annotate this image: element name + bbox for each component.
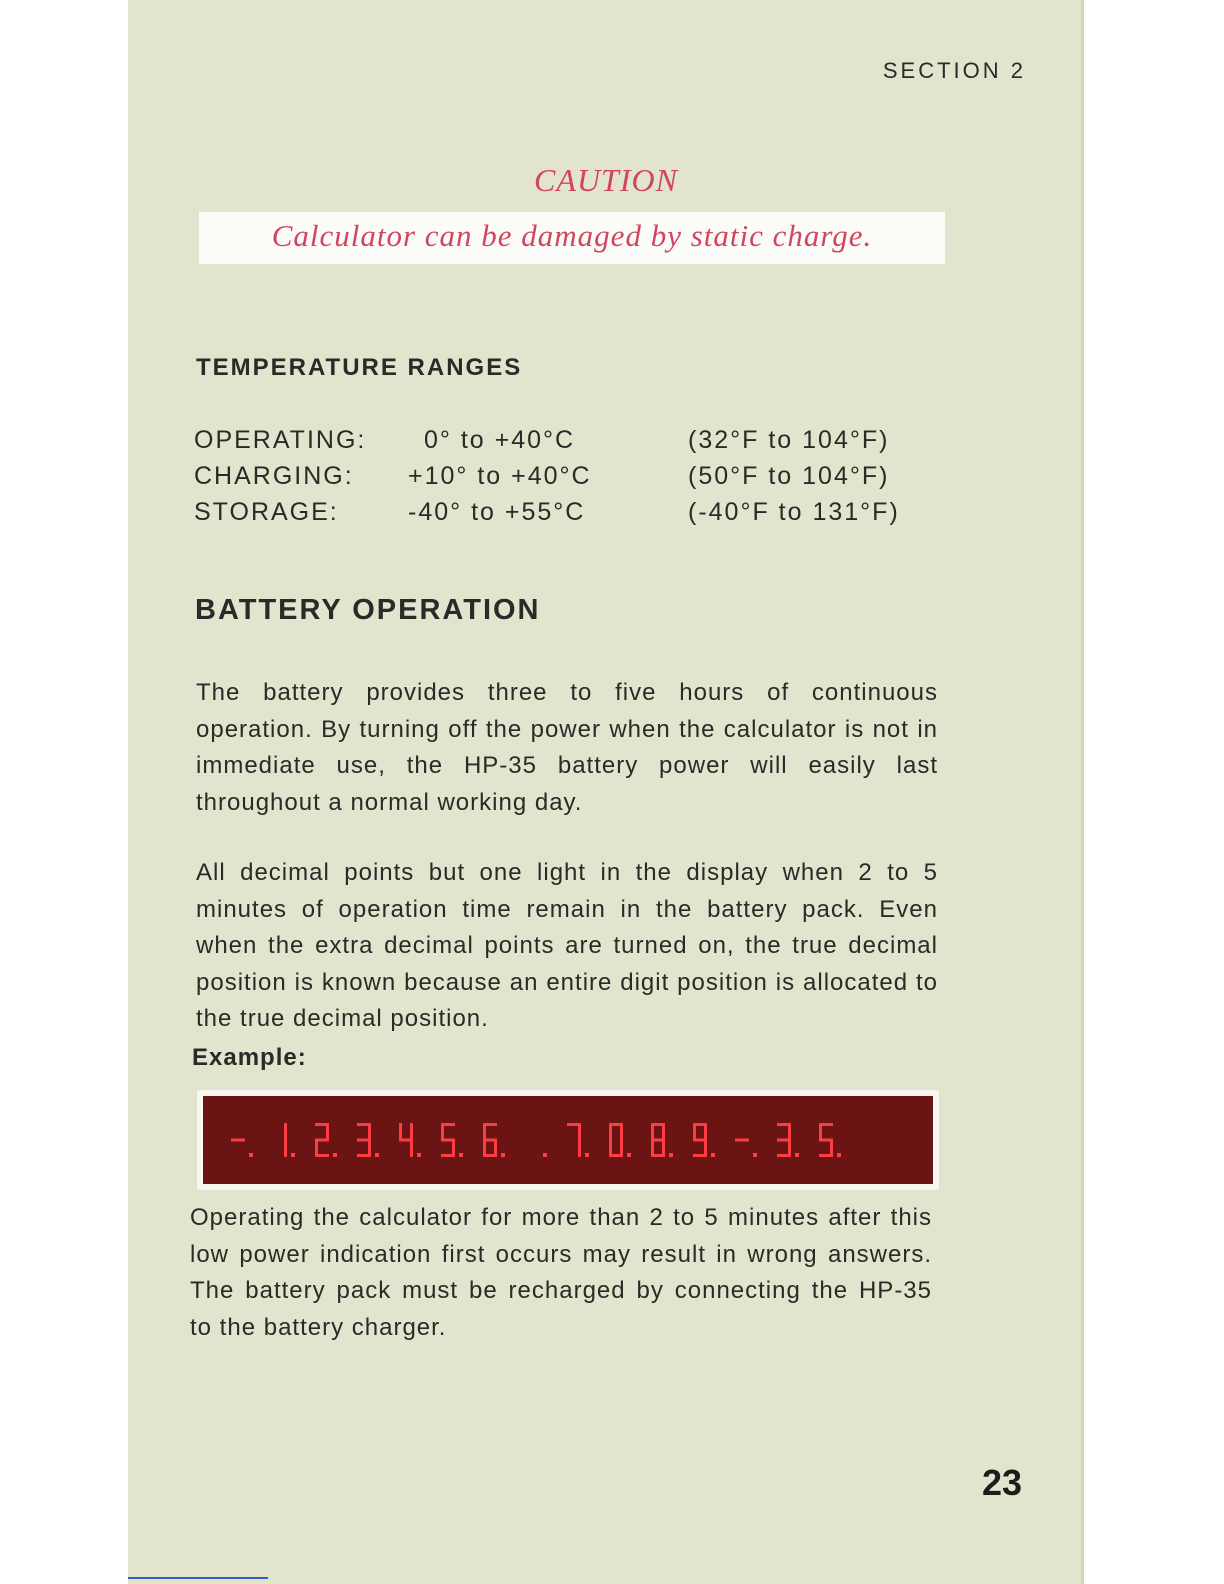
led-segment	[326, 1123, 329, 1140]
led-digit	[651, 1123, 673, 1157]
caution-text: Calculator can be damaged by static charge.	[271, 218, 873, 253]
led-digit	[693, 1123, 715, 1157]
led-segment	[441, 1154, 455, 1157]
led-segment	[441, 1123, 444, 1140]
manual-page	[128, 0, 1084, 1584]
led-segment	[651, 1140, 654, 1157]
led-segment	[735, 1139, 749, 1142]
temperature-fahrenheit: (32°F to 104°F)	[688, 426, 890, 454]
battery-paragraph-3: Operating the calculator for more than 2 to 5 minutes after this low power indication first occurs may result in wrong answers. The battery pack must be recharged by connecting the HP-35 to the battery charger.	[190, 1204, 932, 1341]
led-decimal-point	[459, 1153, 463, 1157]
led-display	[203, 1096, 933, 1184]
temperature-celsius: 0° to +40°C	[424, 426, 576, 454]
led-segment	[620, 1123, 623, 1140]
led-digit	[819, 1123, 841, 1157]
temperature-label: CHARGING:	[194, 462, 354, 490]
led-decimal-point	[375, 1153, 379, 1157]
page-edge	[1081, 0, 1084, 1584]
led-decimal-point	[627, 1153, 631, 1157]
led-segment	[578, 1140, 581, 1157]
section-label: SECTION 2	[882, 58, 1026, 83]
led-segment	[704, 1123, 707, 1140]
led-segment	[399, 1123, 402, 1140]
battery-paragraph-1: The battery provides three to five hours of continuous operation. By turning off the power when the calculator is not in immediate use, the HP-35 battery power will easily last throughout a normal working day.	[196, 679, 938, 816]
led-segment	[819, 1154, 833, 1157]
led-segment	[578, 1123, 581, 1140]
temperature-celsius: -40° to +55°C	[408, 498, 586, 526]
led-segment	[788, 1123, 791, 1140]
led-segment	[410, 1123, 413, 1140]
temperature-label: STORAGE:	[194, 498, 339, 526]
led-segment	[357, 1154, 371, 1157]
led-segment	[231, 1139, 245, 1142]
temperature-fahrenheit: (-40°F to 131°F)	[688, 498, 900, 526]
led-decimal-point	[753, 1153, 757, 1157]
led-decimal-point	[585, 1153, 589, 1157]
led-segment	[284, 1140, 287, 1157]
led-digit	[543, 1153, 547, 1157]
example-label: Example:	[192, 1044, 307, 1071]
led-segment	[662, 1123, 665, 1140]
led-segment	[609, 1140, 612, 1157]
led-digit	[231, 1139, 253, 1158]
led-decimal-point	[795, 1153, 799, 1157]
led-digit	[441, 1123, 463, 1157]
temperature-fahrenheit: (50°F to 104°F)	[688, 462, 890, 490]
temperature-heading: TEMPERATURE RANGES	[196, 354, 523, 381]
led-digit	[567, 1123, 589, 1157]
led-decimal-point	[501, 1153, 505, 1157]
led-segment	[693, 1123, 696, 1140]
led-decimal-point	[543, 1153, 547, 1157]
led-segment	[609, 1123, 612, 1140]
led-segment	[819, 1123, 822, 1140]
caution-title: CAUTION	[534, 162, 678, 198]
led-segment	[368, 1123, 371, 1140]
led-decimal-point	[249, 1153, 253, 1157]
led-decimal-point	[837, 1153, 841, 1157]
led-segment	[410, 1140, 413, 1157]
led-decimal-point	[333, 1153, 337, 1157]
bottom-link-line	[128, 1577, 268, 1579]
led-digit	[483, 1123, 505, 1157]
led-digit	[315, 1123, 337, 1157]
led-decimal-point	[711, 1153, 715, 1157]
led-segment	[693, 1154, 707, 1157]
led-decimal-point	[417, 1153, 421, 1157]
led-segment	[483, 1123, 486, 1140]
led-digit	[399, 1123, 421, 1157]
caution-box	[199, 212, 945, 264]
led-segment	[693, 1139, 707, 1142]
led-segment	[284, 1123, 287, 1140]
led-segment	[315, 1154, 329, 1157]
temperature-label: OPERATING:	[194, 426, 367, 454]
led-digit	[284, 1123, 295, 1157]
led-display-frame	[197, 1090, 939, 1190]
led-decimal-point	[291, 1153, 295, 1157]
temperature-celsius: +10° to +40°C	[408, 462, 592, 490]
led-segment	[651, 1139, 665, 1142]
led-digit	[609, 1123, 631, 1157]
page-number: 23	[981, 1462, 1022, 1503]
led-digit	[777, 1123, 799, 1157]
led-segment	[651, 1123, 654, 1140]
led-digit	[735, 1139, 757, 1158]
battery-paragraph-2: All decimal points but one light in the display when 2 to 5 minutes of operation time remain in the battery pack. Even when the extra decimal points are turned on, the true decimal position is known because an entire digit position is allocated to the true decimal position.	[196, 859, 938, 1032]
led-digit	[357, 1123, 379, 1157]
led-segment	[777, 1154, 791, 1157]
led-decimal-point	[669, 1153, 673, 1157]
led-display-digits	[203, 1096, 933, 1184]
battery-heading: BATTERY OPERATION	[195, 594, 541, 626]
led-segment	[494, 1140, 497, 1157]
